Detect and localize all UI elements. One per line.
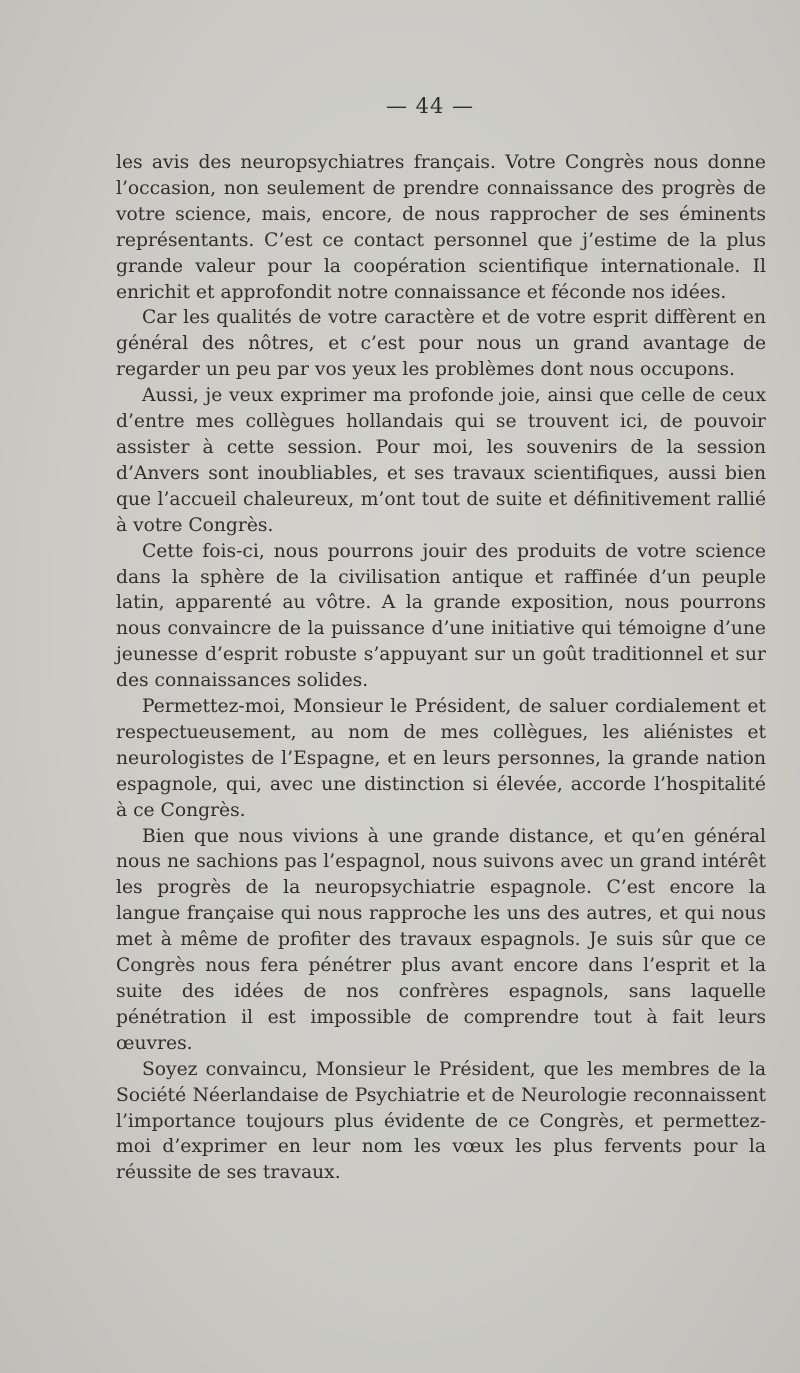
body-text xyxy=(116,150,766,1186)
paragraph: Car les qualités de votre caractère et de votre esprit diffèrent en général des nôtres, et c’est pour nous un grand avantage de regarder un peu par vos yeux les problèmes dont nous occupons. xyxy=(116,307,766,381)
paragraph: Bien que nous vivions à une grande distance, et qu’en général nous ne sachions pas l’espagnol, nous suivons avec un grand intérêt les progrès de la neuropsychiatrie espagnole. C’est encore la langue française qui nous rapproche les uns des autres, et qui nous met à même de profiter des travaux espagnols. Je suis sûr que ce Congrès nous fera pénétrer plus avant encore dans l’esprit et la suite des idées de nos confrères espagnols, sans laquelle pénétration il est impossible de comprendre tout à fait leurs œuvres. xyxy=(116,825,766,1054)
paragraph: les avis des neuropsychiatres français. Votre Congrès nous donne l’occasion, non seulement de prendre connaissance des progrès de votre science, mais, encore, de nous rapprocher de ses éminents représentants. C’est ce contact personnel que j’estime de la plus grande valeur pour la coopération scientifique internationale. Il enrichit et approfondit notre connaissance et féconde nos idées. xyxy=(116,152,766,303)
page-number: — 44 — xyxy=(385,94,475,118)
paragraph: Permettez-moi, Monsieur le Président, de saluer cordialement et respectueusement, au nom de mes collègues, les aliénistes et neurologistes de l’Espagne, et en leurs personnes, la grande nation espagnole, qui, avec une distinction si élevée, accorde l’hospitalité à ce Congrès. xyxy=(116,696,766,821)
paragraph: Aussi, je veux exprimer ma profonde joie, ainsi que celle de ceux d’entre mes collègues hollandais qui se trouvent ici, de pouvoir assister à cette session. Pour moi, les souvenirs de la session d’Anvers sont inoubliables, et ses travaux scientifiques, aussi bien que l’accueil chaleureux, m’ont tout de suite et définitivement rallié à votre Congrès. xyxy=(116,385,766,536)
paragraph: Cette fois-ci, nous pourrons jouir des produits de votre science dans la sphère de la civilisation antique et raffinée d’un peuple latin, apparenté au vôtre. A la grande exposition, nous pourrons nous convaincre de la puissance d’une initiative qui témoigne d’une jeunesse d’esprit robuste s’appuyant sur un goût traditionnel et sur des connaissances solides. xyxy=(116,540,766,692)
paragraph: Soyez convaincu, Monsieur le Président, que les membres de la Société Néerlandaise de Psychiatrie et de Neurologie reconnaissent l’importance toujours plus évidente de ce Congrès, et permettez-moi d’exprimer en leur nom les vœux les plus fervents pour la réussite de ses travaux. xyxy=(116,1058,766,1184)
